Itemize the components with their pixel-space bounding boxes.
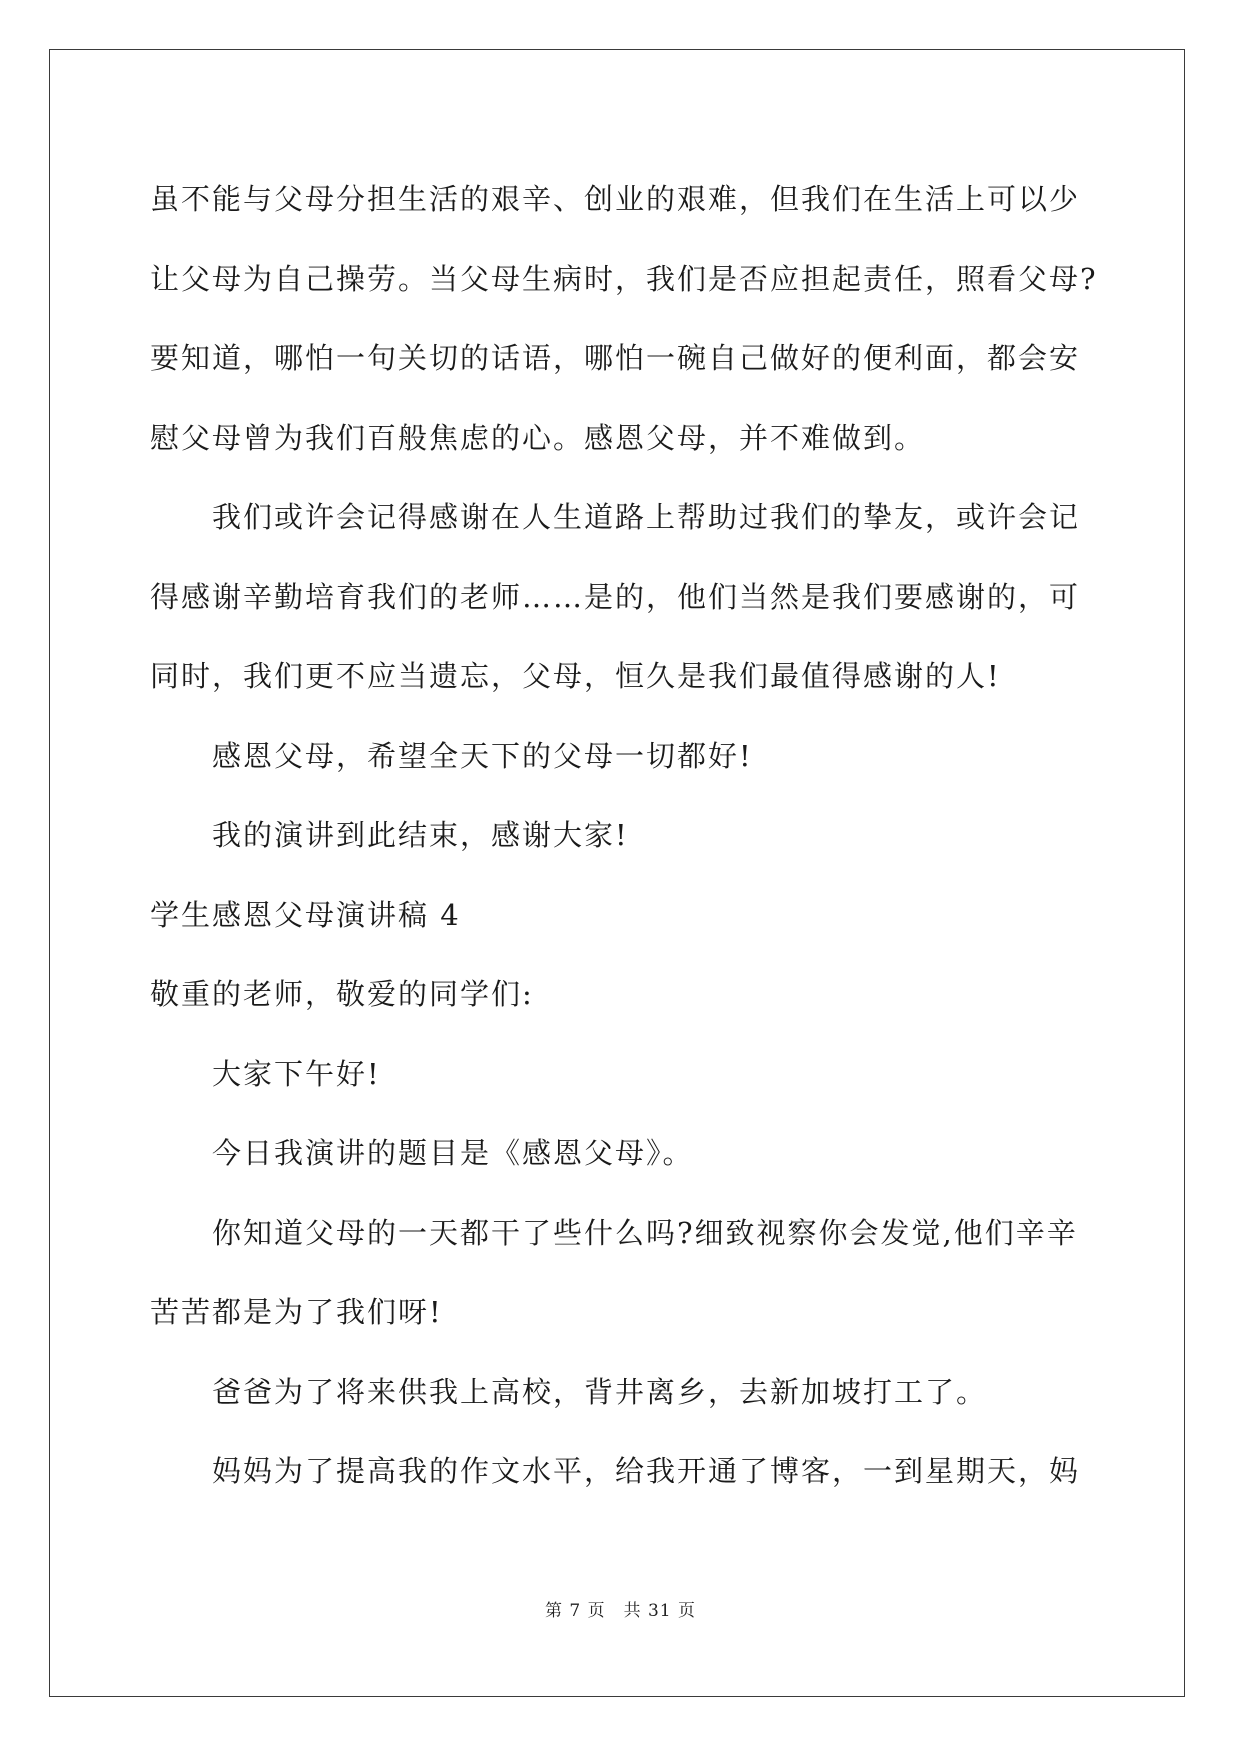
paragraph-line: 要知道，哪怕一句关切的话语，哪怕一碗自己做好的便利面，都会安 <box>150 341 1081 375</box>
section-title: 学生感恩父母演讲稿 4 <box>150 897 461 932</box>
paragraph-line: 同时，我们更不应当遗忘，父母，恒久是我们最值得感谢的人! <box>150 659 1001 693</box>
current-page-label: 第 7 页 <box>544 1601 606 1621</box>
document-body <box>150 160 1098 1512</box>
paragraph-line: 苦苦都是为了我们呀! <box>150 1295 443 1329</box>
page-footer <box>0 1600 1241 1622</box>
paragraph-line: 得感谢辛勤培育我们的老师……是的，他们当然是我们要感谢的，可 <box>150 579 1081 614</box>
paragraph-line: 你知道父母的一天都干了些什么吗?细致视察你会发觉,他们辛辛 <box>212 1215 1078 1250</box>
paragraph-line: 我的演讲到此结束，感谢大家! <box>212 818 629 852</box>
paragraph-line: 虽不能与父母分担生活的艰辛、创业的艰难，但我们在生活上可以少 <box>150 182 1081 216</box>
paragraph-line: 今日我演讲的题目是《感恩父母》。 <box>212 1136 694 1170</box>
paragraph-line: 慰父母曾为我们百般焦虑的心。感恩父母，并不难做到。 <box>150 420 926 455</box>
paragraph-line: 爸爸为了将来供我上高校，背井离乡，去新加坡打工了。 <box>212 1374 988 1409</box>
paragraph-line: 大家下午好! <box>212 1056 381 1091</box>
total-pages-label: 共 31 页 <box>623 1601 697 1621</box>
paragraph-line: 让父母为自己操劳。当父母生病时，我们是否应担起责任，照看父母? <box>150 261 1098 296</box>
paragraph-line: 妈妈为了提高我的作文水平，给我开通了博客，一到星期天，妈 <box>212 1454 1081 1488</box>
salutation-line: 敬重的老师，敬爱的同学们: <box>150 977 534 1011</box>
paragraph-line: 我们或许会记得感谢在人生道路上帮助过我们的挚友，或许会记 <box>212 500 1081 534</box>
paragraph-line: 感恩父母，希望全天下的父母一切都好! <box>212 738 753 773</box>
